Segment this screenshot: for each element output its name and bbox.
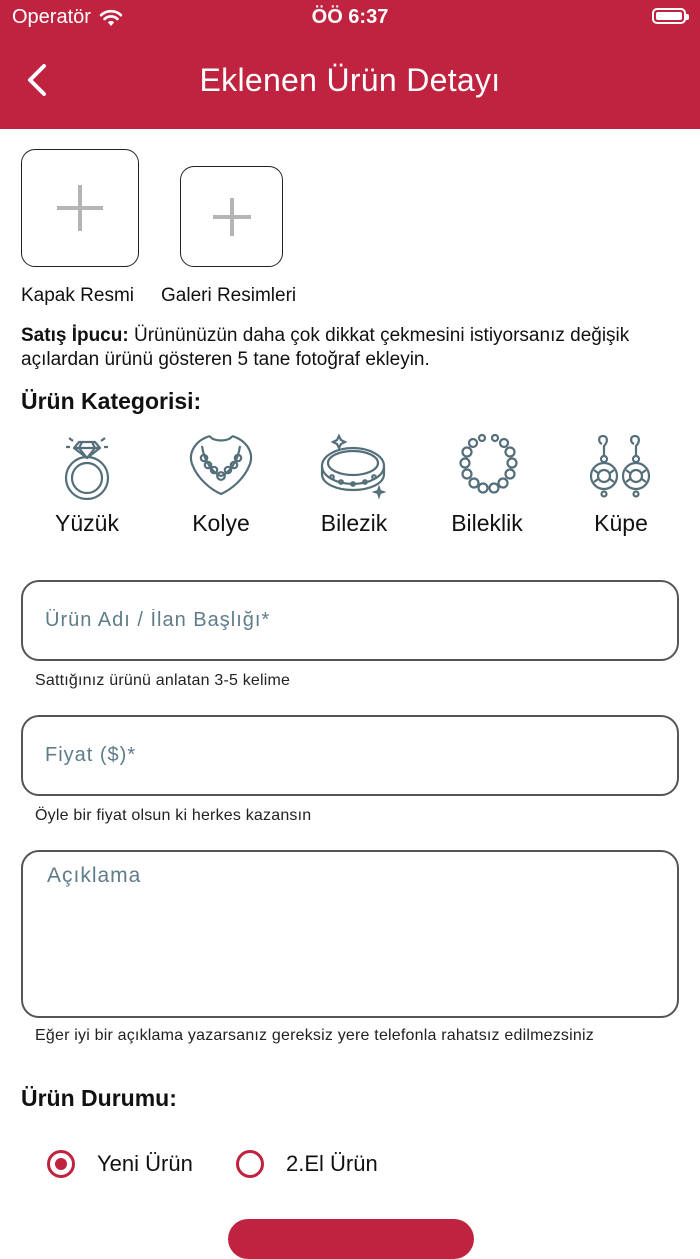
- category-bracelet[interactable]: [432, 430, 542, 537]
- radio-selected-icon[interactable]: [47, 1150, 75, 1178]
- price-field-wrapper: [21, 715, 679, 796]
- category-ring[interactable]: [32, 430, 142, 537]
- product-name-input[interactable]: [23, 582, 677, 659]
- product-name-hint: Sattığınız ürünü anlatan 3-5 kelime: [35, 672, 291, 689]
- category-necklace[interactable]: [166, 430, 276, 537]
- category-earring[interactable]: [566, 430, 676, 537]
- page-title: Eklenen Ürün Detayı: [199, 62, 501, 98]
- category-title: Ürün Kategorisi:: [21, 388, 202, 414]
- product-name-field-wrapper: [21, 580, 679, 661]
- category-bracelet-label: Bileklik: [451, 510, 523, 536]
- sales-tip: [21, 324, 681, 372]
- price-hint: Öyle bir fiyat olsun ki herkes kazansın: [35, 807, 312, 824]
- necklace-icon: [186, 430, 256, 500]
- condition-used-label: 2.El Ürün: [286, 1151, 378, 1176]
- gallery-image-picker[interactable]: [180, 166, 283, 267]
- condition-new-option[interactable]: [47, 1150, 193, 1178]
- condition-title: Ürün Durumu:: [21, 1085, 177, 1111]
- app-header: [0, 0, 700, 129]
- description-hint: Eğer iyi bir açıklama yazarsanız gereksiz yere telefonla rahatsız edilmezsiniz: [35, 1027, 594, 1044]
- cover-image-picker[interactable]: [21, 149, 139, 267]
- submit-button[interactable]: [228, 1219, 474, 1259]
- status-time: ÖÖ 6:37: [311, 6, 389, 28]
- ring-icon: [52, 430, 122, 500]
- bangle-icon: [319, 430, 389, 500]
- gallery-images-label: Galeri Resimleri: [161, 285, 297, 306]
- plus-icon: [213, 198, 251, 236]
- cover-image-label: Kapak Resmi: [21, 285, 134, 306]
- battery-icon: [652, 8, 686, 24]
- category-bangle[interactable]: [299, 430, 409, 537]
- description-input[interactable]: [23, 852, 677, 1016]
- carrier-label: Operatör: [12, 6, 91, 28]
- plus-icon: [57, 185, 103, 231]
- condition-used-option[interactable]: [236, 1150, 378, 1178]
- category-ring-label: Yüzük: [55, 510, 119, 536]
- sales-tip-heading: Satış İpucu:: [21, 325, 129, 346]
- price-input[interactable]: [23, 717, 677, 794]
- description-field-wrapper: [21, 850, 679, 1018]
- condition-new-label: Yeni Ürün: [97, 1151, 193, 1176]
- bracelet-icon: [452, 430, 522, 500]
- sales-tip-text: Ürününüzün daha çok dikkat çekmesini istiyorsanız değişik açılardan ürünü gösteren 5 tane fotoğraf ekleyin.: [21, 325, 630, 370]
- category-earring-label: Küpe: [594, 510, 648, 536]
- radio-unselected-icon[interactable]: [236, 1150, 264, 1178]
- earring-icon: [586, 430, 656, 500]
- category-necklace-label: Kolye: [192, 510, 250, 536]
- category-bangle-label: Bilezik: [320, 510, 388, 536]
